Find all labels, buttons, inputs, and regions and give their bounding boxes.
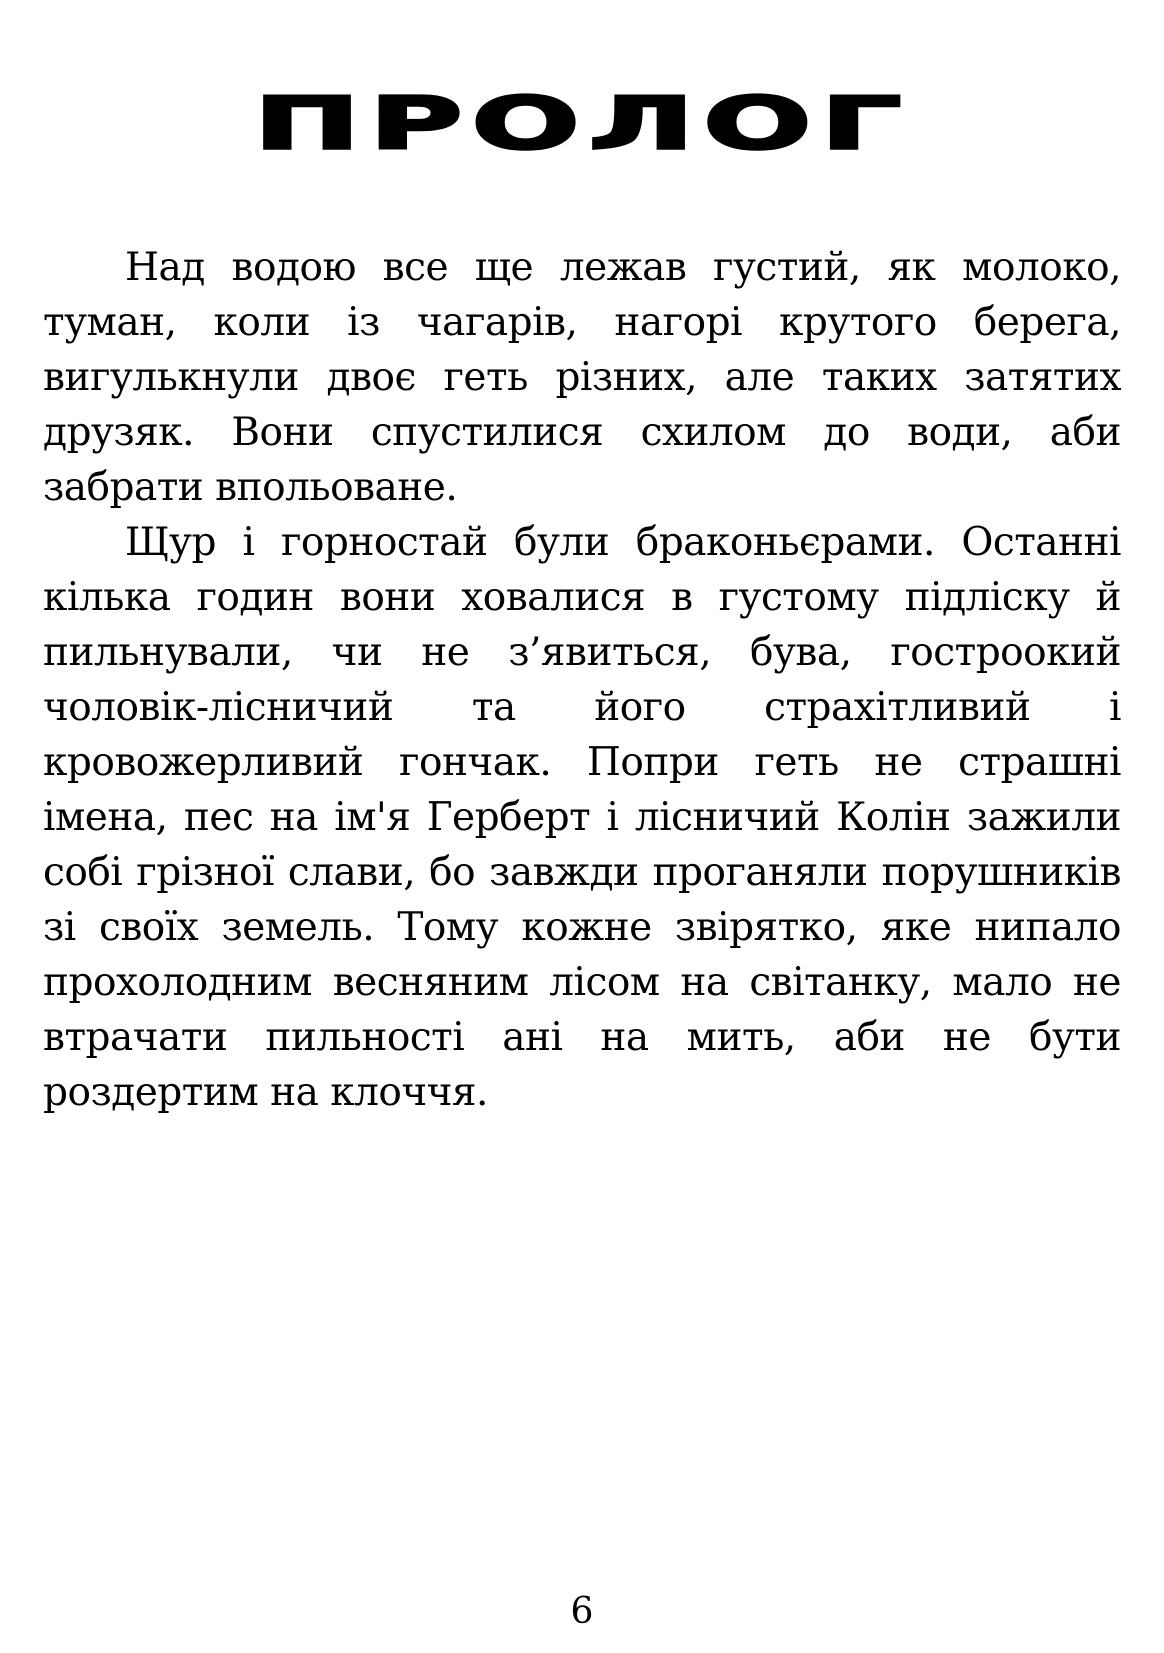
paragraph-1: Над водою все ще лежав густий, як молоко, туман, коли із чагарів, нагорі крутого берега, вигулькнули двоє геть різних, але таких затятих друзяк. Вони спустилися схилом до води, аби забрати впольоване. bbox=[43, 245, 1121, 510]
chapter-title: ПРОЛОГ bbox=[253, 81, 911, 166]
chapter-body bbox=[43, 240, 1121, 1120]
page-number: 6 bbox=[570, 1591, 594, 1632]
paragraph-2: Щур і горностай були браконьєрами. Останні кілька годин вони ховалися в густому підліску й пильнували, чи не з’явиться, бува, гостроокий чоловік-лісничий та його страхітливий і кровожерливий гончак. Попри геть не страшні імена, пес на ім'я Герберт і лісничий Колін зажили собі грізної слави, бо завжди проганяли порушників зі своїх земель. Тому кожне звірятко, яке нипало прохолодним весняним лісом на світанку, мало не втрачати пильності ані на мить, аби не бути роздертим на клоччя. bbox=[43, 520, 1121, 1115]
